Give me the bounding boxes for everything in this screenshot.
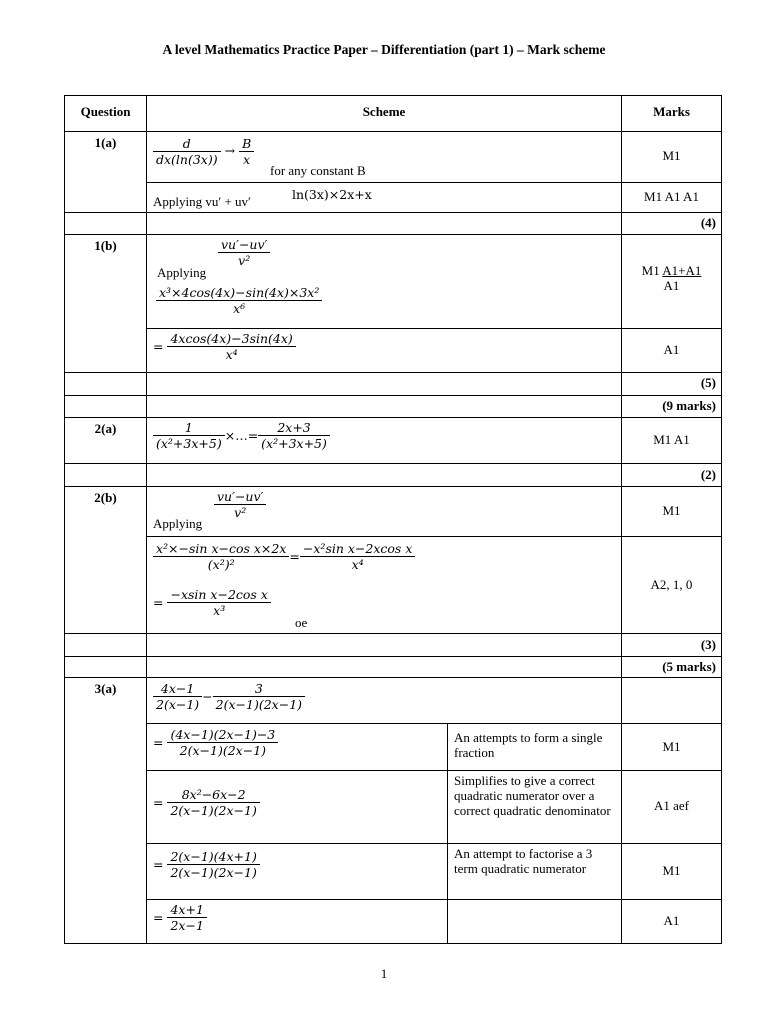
- question-label-3a: 3(a): [94, 681, 117, 696]
- q2b-expression-2: = $\frac{\text{−xsin x−2cos x}}{\text{x³}}$: [153, 587, 271, 618]
- q2a-middle: ×…=: [224, 428, 259, 443]
- q3a-mark-1: M1: [662, 739, 681, 754]
- q2b-e2-denominator: x⁴: [351, 557, 364, 572]
- q2b-rule-numerator: vu′−uv′: [214, 489, 266, 505]
- q3a-expression-2: = $\frac{\text{8x²−6x−2}}{2(x-1)(2x-1)}$: [153, 787, 260, 818]
- q1a-d-numerator: d: [153, 136, 221, 152]
- q1b-quotient-rule: [218, 237, 270, 268]
- q1a-b-denominator: x: [243, 152, 251, 167]
- q3a-r0-b-numerator: 3: [213, 681, 305, 697]
- q2a-total: (2): [700, 467, 716, 482]
- q3a-mark-3: M1: [662, 863, 681, 878]
- q2a-expression: [153, 420, 330, 451]
- q1b-mark-1: [622, 264, 721, 294]
- q3a-r0-b-denominator: 2(x−1)(2x−1): [215, 697, 303, 712]
- question-label-2b: 2(b): [94, 490, 117, 505]
- q3a-mark-4: A1: [663, 913, 680, 928]
- q1b-expr-numerator: x³×4cos(4x)−sin(4x)×3x²: [156, 285, 322, 301]
- q1b-rule-numerator: vu′−uv′: [218, 237, 270, 253]
- q1a-d-denominator: dx(ln(3x)): [156, 152, 218, 167]
- q3a-r3-denominator: 2(x−1)(2x−1): [170, 865, 257, 880]
- q3a-note-1: An attempts to form a single fraction: [454, 730, 603, 760]
- q3a-expression-1: = $\frac{(4x-1)(2x-1)-3}{2(x-1)(2x-1)}$: [153, 727, 278, 758]
- q1b-total: (5): [700, 375, 716, 390]
- q2a-right-denominator: (x²+3x+5): [261, 436, 327, 451]
- q1a-arrow: →: [224, 143, 236, 158]
- question-1-total: (9 marks): [662, 398, 716, 413]
- q2b-e2-numerator: −x²sin x−2xcos x: [300, 541, 415, 557]
- q2b-e3-denominator: x³: [213, 603, 226, 618]
- q2a-left-denominator: (x²+3x+5): [156, 436, 222, 451]
- q3a-r1-denominator: 2(x−1)(2x−1): [179, 743, 267, 758]
- q3a-expression-0: $\frac{4x-1}{2(x-1)}$ − $\frac{3}{2(x-1)(2x-1)}$: [153, 681, 305, 712]
- q1b-rule-denominator: v²: [238, 253, 251, 268]
- header-marks: Marks: [653, 104, 690, 119]
- q3a-expression-4: = $\frac{4x+1}{2x-1}$: [153, 902, 207, 933]
- q3a-r2-numerator: 8x²−6x−2: [167, 787, 259, 803]
- q3a-r0-a-numerator: 4x−1: [153, 681, 202, 697]
- document-title: A level Mathematics Practice Paper – Differentiation (part 1) – Mark scheme: [162, 42, 606, 57]
- q2a-left-numerator: 1: [153, 420, 225, 436]
- q1b-mark-1b: A1+A1: [662, 263, 702, 278]
- page-number: 1: [380, 966, 388, 981]
- q1a-b-numerator: B: [239, 136, 254, 152]
- q3a-note-2: Simplifies to give a correct quadratic numerator over a correct quadratic denominator: [454, 773, 611, 818]
- question-label-1b: 1(b): [94, 238, 117, 253]
- q2b-total: (3): [700, 637, 716, 652]
- q2b-e3-numerator: −xsin x−2cos x: [167, 587, 270, 603]
- q3a-r1-numerator: (4x−1)(2x−1)−3: [167, 727, 278, 743]
- q1b-mark-1a: M1: [641, 263, 660, 278]
- q1b-mark-2: A1: [663, 342, 680, 357]
- q1a-total: (4): [700, 215, 716, 230]
- q3a-r0-a-denominator: 2(x−1): [156, 697, 200, 712]
- q1a-applying-text: Applying vu′ + uv′: [153, 194, 251, 209]
- q3a-note-3: An attempt to factorise a 3 term quadratic numerator: [454, 846, 593, 876]
- q2b-e1-denominator: (x²)²: [207, 557, 235, 572]
- q2b-mark-1: M1: [662, 503, 681, 518]
- q2a-mark: M1 A1: [653, 432, 690, 447]
- q1b-result-denominator: x⁴: [225, 347, 238, 362]
- q3a-mark-2: A1 aef: [653, 798, 689, 813]
- q2b-expression-1: $\frac{\text{x²×−sin x−cos x×2x}}{\text{(x²)²}}$ = $\frac{\text{−x²sin x−2xcos x}}{\text{x⁴}}$: [153, 541, 415, 572]
- q2b-quotient-rule: [214, 489, 266, 520]
- q3a-r3-numerator: 2(x−1)(4x+1): [167, 849, 259, 865]
- q2b-applying-text: Applying: [153, 516, 203, 531]
- header-scheme: Scheme: [362, 104, 406, 119]
- q1a-mark-1: M1: [662, 148, 681, 163]
- q2a-right-numerator: 2x+3: [258, 420, 330, 436]
- q1b-expression: [156, 285, 322, 316]
- question-label-1a: 1(a): [94, 135, 117, 150]
- q1a-scheme-derivative: [153, 136, 254, 167]
- q1a-constant-text: for any constant B: [270, 163, 366, 178]
- q1b-mark-1c: A1: [663, 277, 680, 293]
- q1a-mark-2: M1 A1 A1: [644, 189, 699, 204]
- q3a-expression-3: = $\frac{2(x-1)(4x+1)}{2(x-1)(2x-1)}$: [153, 849, 260, 880]
- q3a-r4-numerator: 4x+1: [167, 902, 206, 918]
- q3a-r4-denominator: 2x−1: [170, 918, 204, 933]
- q2b-mark-2: A2, 1, 0: [650, 577, 693, 592]
- q1b-expr-denominator: x⁶: [233, 301, 246, 316]
- q1b-result-numerator: 4xcos(4x)−3sin(4x): [167, 331, 295, 347]
- q2b-e1-numerator: x²×−sin x−cos x×2x: [153, 541, 289, 557]
- question-label-2a: 2(a): [94, 421, 117, 436]
- q1b-result: = $\frac{4xcos(4x)-3\sin(4x)}{\text{x⁴}}$: [153, 331, 296, 362]
- q3a-r2-denominator: 2(x−1)(2x−1): [170, 803, 257, 818]
- q2b-oe-note: oe: [295, 615, 308, 630]
- question-2-total: (5 marks): [662, 659, 716, 674]
- q1b-applying-text: Applying: [157, 265, 207, 280]
- q2b-rule-denominator: v²: [234, 505, 247, 520]
- q1a-expression: ln(3x)×2x+x: [292, 187, 372, 202]
- header-question: Question: [80, 104, 131, 119]
